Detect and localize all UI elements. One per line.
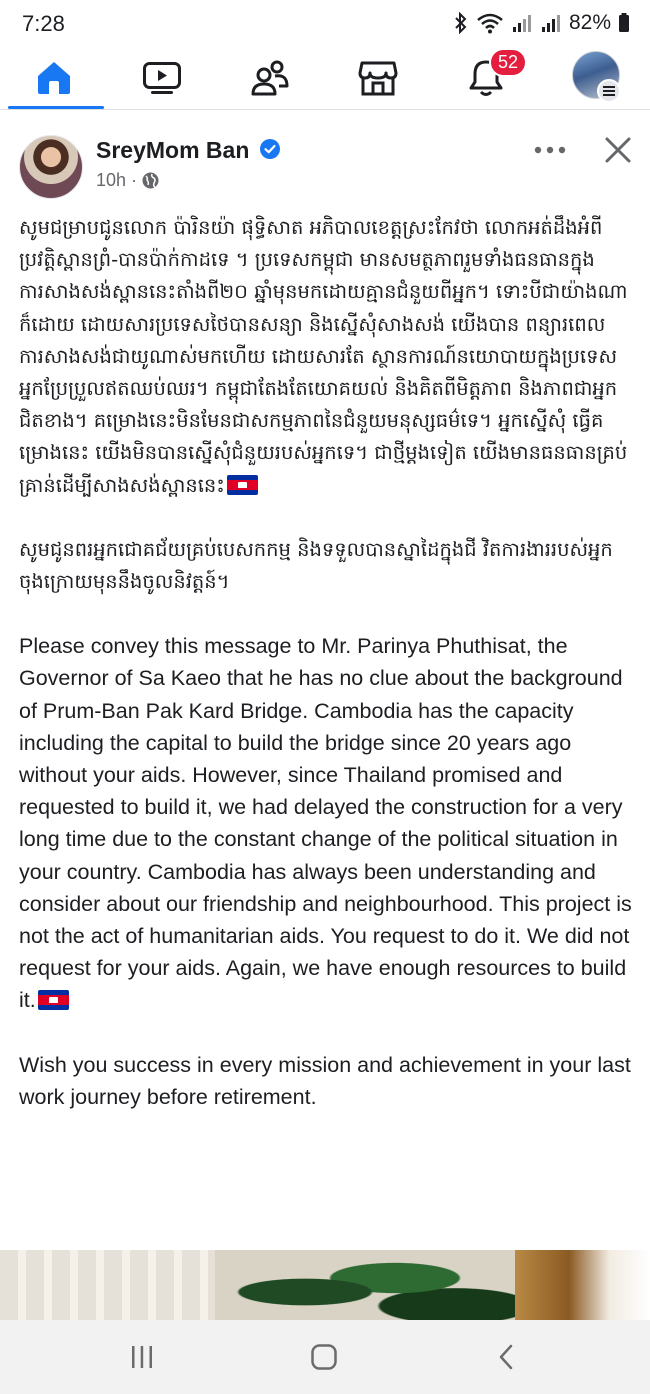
verified-badge-icon [260, 139, 280, 159]
photo-region-curtain [0, 1250, 215, 1320]
video-icon [142, 60, 182, 96]
battery-percent: 82% [568, 11, 611, 34]
photo-region-wood [515, 1250, 650, 1320]
status-bar [0, 0, 650, 48]
home-icon [35, 59, 73, 97]
signal-icon-2 [540, 12, 562, 34]
post-time[interactable]: 10h [96, 170, 127, 190]
khmer-text-1: សូមជម្រាបជូនលោក ប៉ារិនយ៉ា ផុទ្ធិសាត អភិបាលខេត្តស្រះកែវថា លោកអត់ដឹងអំពីប្រវត្តិស្ពានព្រំ-បានប៉ាក់កាដទេ ។ ប្រទេសកម្ពុជា មានសមត្ថភាពរួមទាំងធនធានក្នុងការសាងសង់ស្ពាននេះតាំងពី២០ ឆ្នាំមុនមកដោយគ្មានជំនួយពីអ្នក។ ទោះបីជាយ៉ាងណាក៏ដោយ ដោយសារប្រទេសថៃបានសន្យា និងស្នើសុំសាងសង់ យើងបាន ពន្យារពេលការសាងសង់ជាយូណាស់មកហើយ ដោយសារតែ ស្ថានការណ៍នយោបាយក្នុងប្រទេសអ្នកប្រែប្រួលឥតឈប់ឈរ។ កម្ពុជាតែងតែយោគយល់ និងគិតពីមិត្តភាព និងភាពជាអ្នកជិតខាង។ គម្រោងនេះមិនមែនជាសកម្មភាពនៃជំនួយមនុស្សធម៌ទេ។ អ្នកស្នើសុំ ធ្វើគម្រោងនេះ យើងមិនបានស្នើសុំជំនួយរបស់អ្នកទេ។ ជាថ្មីម្តងទៀត យើងមានធនធានគ្រប់គ្រាន់ដើម្បីសាងសង់ស្ពាននេះ [19, 216, 628, 497]
english-text-1: Please convey this message to Mr. Parinya Phuthisat, the Governor of Sa Kaeo that he has no clue about the background of Prum-Ban Pak Kard Bridge. Cambodia has the capacity including the capital to build the bridge since 20 years ago without your aids. However, since Thailand promised and requested to build it, we had delayed the construction for a very long time due to the constant change of the political situation in your country. Cambodia has always been understanding and consider about our friendship and neighbourhood. This project is not the act of humanitarian aids. You request to do it. We did not request for your aids. Again, we have enough resources to build it. [19, 634, 632, 1013]
nav-marketplace[interactable] [328, 48, 428, 108]
nav-home[interactable] [4, 48, 104, 108]
post-photo[interactable] [0, 1250, 650, 1320]
recent-apps-icon [129, 1344, 155, 1370]
top-nav-bar [0, 48, 650, 110]
signal-icon-1 [511, 12, 533, 34]
friends-icon [250, 59, 290, 97]
nav-watch[interactable] [112, 48, 212, 108]
recent-apps-button[interactable] [112, 1336, 172, 1378]
photo-region-plant [215, 1250, 515, 1320]
status-icons [453, 11, 630, 35]
meta-separator: · [131, 170, 138, 190]
post-header [0, 110, 650, 210]
author-avatar[interactable] [19, 135, 83, 199]
store-icon [358, 59, 398, 97]
post-meta [96, 170, 159, 191]
post-body [19, 212, 635, 1145]
author-name[interactable]: SreyMom Ban [96, 137, 250, 163]
nav-friends[interactable] [220, 48, 320, 108]
post-text-english-2: Wish you success in every mission and achievement in your last work journey before retirement. [19, 1052, 631, 1109]
close-icon [604, 136, 632, 164]
android-nav-bar [0, 1320, 650, 1394]
back-icon [496, 1343, 516, 1371]
battery-icon [618, 12, 630, 34]
globe-icon [142, 172, 159, 189]
cambodia-flag-icon [38, 990, 69, 1010]
more-options-button[interactable] [530, 138, 570, 162]
menu-icon[interactable] [597, 79, 621, 103]
cambodia-flag-icon [227, 475, 258, 495]
back-button[interactable] [476, 1336, 536, 1378]
post-text-khmer-1 [19, 212, 635, 502]
status-time: 7:28 [22, 11, 65, 36]
post-text-khmer-2: សូមជូនពរអ្នកជោគជ័យគ្រប់បេសកកម្ម និងទទួលបានស្នាដៃក្នុងជី វិតការងាររបស់អ្នកចុងក្រោយមុននឹងចូលនិវត្តន៍។ [19, 537, 613, 594]
home-button[interactable] [294, 1336, 354, 1378]
notification-badge: 52 [489, 48, 527, 77]
close-button[interactable] [600, 132, 636, 168]
wifi-icon [476, 12, 504, 34]
bluetooth-icon [453, 12, 469, 34]
more-dots-icon [534, 146, 566, 154]
home-circle-icon [310, 1343, 338, 1371]
post-text-english-1 [19, 630, 635, 1016]
